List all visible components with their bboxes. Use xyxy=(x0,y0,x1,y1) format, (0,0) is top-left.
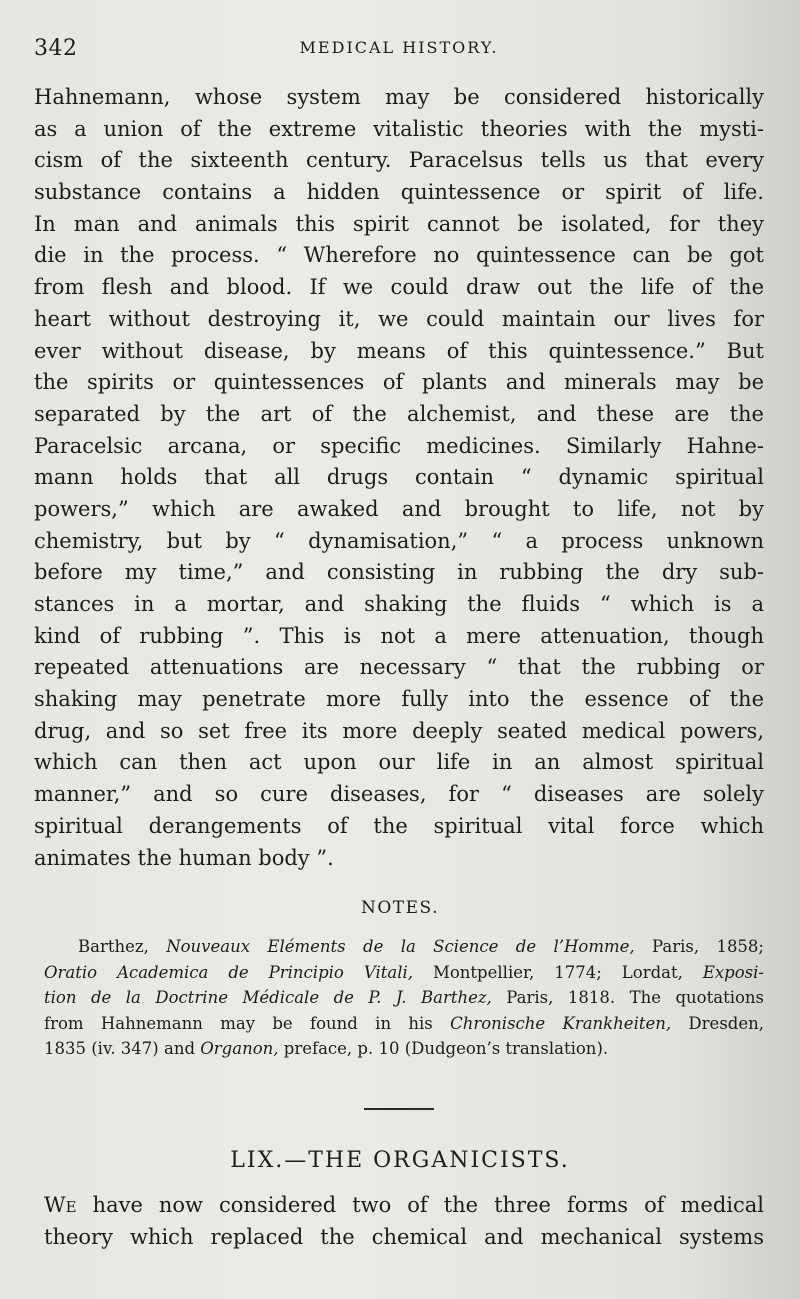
body-line: kind of rubbing ”. This is not a mere attenuation, though xyxy=(34,623,764,648)
body-line: die in the process. “ Wherefore no quintessence can be got xyxy=(34,243,764,268)
section-line xyxy=(44,1222,764,1254)
note-line xyxy=(44,985,764,1011)
notes-heading: NOTES. xyxy=(360,898,439,918)
note-text: Paris, 1858; xyxy=(634,937,764,956)
body-line: substance contains a hidden quintessence or spirit of life. xyxy=(34,180,764,205)
body-line: repeated attenuations are necessary “ that the rubbing or xyxy=(34,655,764,680)
note-italic-text: Oratio Academica de Principio Vitali, xyxy=(44,962,413,982)
note-text: Barthez, xyxy=(78,937,167,956)
section-initial-word: We xyxy=(44,1193,77,1217)
section-line-text: theory which replaced the chemical and mechanical systems xyxy=(44,1224,764,1249)
body-line: powers,” which are awaked and brought to life, not by xyxy=(34,496,764,521)
note-line xyxy=(44,960,764,986)
note-text: Paris, 1818. The quotations xyxy=(491,988,765,1007)
running-head xyxy=(34,34,764,60)
body-line: the spirits or quintessences of plants and minerals may be xyxy=(34,370,764,395)
body-line: as a union of the extreme vitalistic theories with the mysti- xyxy=(34,116,764,141)
section-line-text: have now considered two of the three forms of medical xyxy=(76,1193,764,1217)
body-line: cism of the sixteenth century. Paracelsus tells us that every xyxy=(34,148,764,173)
body-line: which can then act upon our life in an almost spiritual xyxy=(34,750,764,775)
note-text: preface, p. 10 (Dudgeon’s translation). xyxy=(278,1039,609,1058)
body-paragraph xyxy=(34,82,764,874)
body-line: shaking may penetrate more fully into the essence of the xyxy=(34,687,764,712)
note-italic-text: Organon, xyxy=(200,1039,279,1058)
note-text: from Hahnemann may be found in his xyxy=(44,1013,451,1033)
body-line: heart without destroying it, we could maintain our lives for xyxy=(34,306,764,331)
note-text: 1835 (iv. 347) and xyxy=(44,1039,201,1058)
section-paragraph xyxy=(44,1190,764,1253)
note-italic-text: Exposi- xyxy=(702,962,764,982)
body-line: drug, and so set free its more deeply seated medical powers, xyxy=(34,718,764,743)
body-line: ever without disease, by means of this quintessence.” But xyxy=(34,338,764,363)
section-line xyxy=(44,1190,764,1222)
note-line xyxy=(44,1036,764,1062)
notes-paragraph xyxy=(44,934,764,1062)
body-line: animates the human body ”. xyxy=(34,845,334,870)
body-line: spiritual derangements of the spiritual vital force which xyxy=(34,813,764,838)
note-line xyxy=(44,1011,764,1037)
body-line: separated by the art of the alchemist, and these are the xyxy=(34,401,764,426)
section-heading: LIX.—THE ORGANICISTS. xyxy=(230,1148,570,1173)
note-italic-text: Nouveaux Eléments de la Science de l’Homme, xyxy=(166,937,635,956)
section-divider xyxy=(364,1108,434,1110)
body-line: In man and animals this spirit cannot be isolated, for they xyxy=(34,211,764,236)
note-text: Montpellier, 1774; Lordat, xyxy=(413,962,703,982)
body-line: stances in a mortar, and shaking the fluids “ which is a xyxy=(34,592,764,616)
body-line: chemistry, but by “ dynamisation,” “ a process unknown xyxy=(34,528,764,553)
running-title: MEDICAL HISTORY. xyxy=(299,38,499,57)
note-line xyxy=(44,934,764,960)
note-text: Dresden, xyxy=(671,1013,764,1033)
body-line: mann holds that all drugs contain “ dynamic spiritual xyxy=(34,465,764,490)
note-italic-text: Chronische Krankheiten, xyxy=(450,1013,672,1033)
note-italic-text: tion de la Doctrine Médicale de P. J. Barthez, xyxy=(44,988,492,1007)
body-line: before my time,” and consisting in rubbing the dry sub- xyxy=(34,560,764,585)
body-line: from flesh and blood. If we could draw out the life of the xyxy=(34,275,764,300)
page-number: 342 xyxy=(34,36,78,61)
body-line: manner,” and so cure diseases, for “ diseases are solely xyxy=(34,782,764,807)
body-line: Paracelsic arcana, or specific medicines. Similarly Hahne- xyxy=(34,433,764,458)
body-line: Hahnemann, whose system may be considered historically xyxy=(34,85,764,109)
